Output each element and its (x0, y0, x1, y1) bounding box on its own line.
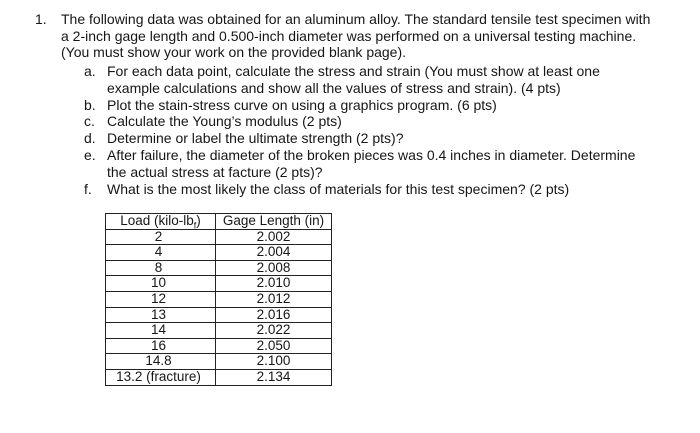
question-number: 1. (35, 11, 47, 27)
gage-cell: 2.004 (216, 245, 332, 261)
load-cell: 4 (106, 245, 216, 261)
subquestion-line: Determine or label the ultimate strength (2 pts)? (107, 130, 404, 146)
table-row (106, 291, 332, 307)
gage-cell: 2.012 (216, 291, 332, 307)
table-row (106, 260, 332, 276)
subquestion-letter: a. (84, 63, 96, 79)
question-line: a 2-inch gage length and 0.500-inch diameter was performed on a universal testing machine. (61, 27, 637, 44)
subquestion-letter: d. (84, 130, 96, 146)
gage-cell: 2.010 (216, 276, 332, 292)
subquestion-line: the actual stress at facture (2 pts)? (107, 163, 323, 180)
question-line: The following data was obtained for an aluminum alloy. The standard tensile test specimen with (61, 11, 651, 27)
subquestion-letter: b. (84, 97, 96, 113)
subquestion-line: After failure, the diameter of the broken pieces was 0.4 inches in diameter. Determine (107, 147, 636, 163)
subquestion-letter: c. (84, 113, 95, 129)
load-gage-table (105, 213, 332, 386)
table-row (106, 323, 332, 339)
table-row (106, 354, 332, 370)
table-row (106, 369, 332, 385)
load-cell: 2 (106, 229, 216, 245)
load-cell: 12 (106, 291, 216, 307)
gage-cell: 2.100 (216, 354, 332, 370)
subquestion-line: Plot the stain-stress curve on using a graphics program. (6 pts) (107, 97, 497, 113)
load-cell: 13.2 (fracture) (106, 369, 216, 385)
load-cell: 14.8 (106, 354, 216, 370)
table-header-row (106, 214, 332, 230)
question-text (61, 11, 650, 61)
subquestion-line: example calculations and show all the values of stress and strain). (4 pts) (107, 79, 561, 96)
load-cell: 10 (106, 276, 216, 292)
subquestion-letter: e. (84, 147, 96, 163)
table-row (106, 245, 332, 261)
gage-cell: 2.134 (216, 369, 332, 385)
load-cell: 16 (106, 338, 216, 354)
table-row (106, 338, 332, 354)
subquestion-line: Calculate the Young’s modulus (2 pts) (107, 113, 342, 129)
load-cell: 13 (106, 307, 216, 323)
gage-cell: 2.022 (216, 323, 332, 339)
subquestion-letter: f. (84, 181, 92, 197)
subquestion-line: What is the most likely the class of materials for this test specimen? (2 pts) (107, 181, 570, 197)
gage-cell: 2.050 (216, 338, 332, 354)
question-line: (You must show your work on the provided blank page). (61, 44, 407, 60)
gage-cell: 2.008 (216, 260, 332, 276)
load-cell: 14 (106, 323, 216, 339)
load-cell: 8 (106, 260, 216, 276)
table-row (106, 307, 332, 323)
table-row (106, 276, 332, 292)
gage-cell: 2.016 (216, 307, 332, 323)
subquestion-line: For each data point, calculate the stress and strain (You must show at least one (107, 63, 600, 79)
gage-cell: 2.002 (216, 229, 332, 245)
column-header-gage-length: Gage Length (in) (216, 214, 332, 230)
table-row (106, 229, 332, 245)
column-header-load: Load $(kilo-lb_f)$ (106, 214, 216, 230)
